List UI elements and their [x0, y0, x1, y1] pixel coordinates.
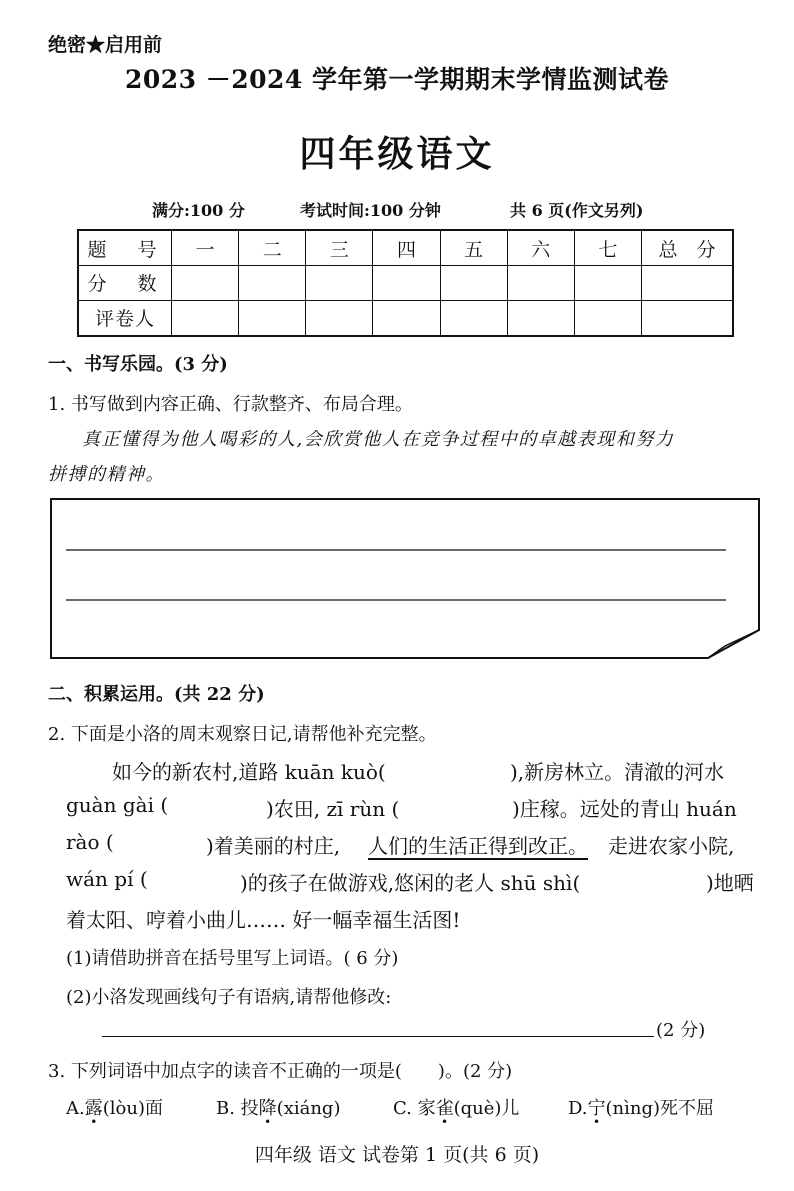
- option-b-letter: B. 投: [216, 1098, 259, 1119]
- diary-line3b: )着美丽的村庄,: [206, 834, 341, 858]
- page-count-info: 共 6 页(作文另列): [510, 201, 644, 220]
- subquestion2: (2)小洛发现画线句子有语病,请帮他修改:: [66, 987, 392, 1008]
- score-table: [77, 229, 734, 337]
- score-cell[interactable]: [373, 266, 440, 301]
- column-header: 四: [373, 230, 440, 266]
- grader-cell[interactable]: [507, 300, 574, 336]
- option-c[interactable]: [393, 1094, 519, 1120]
- subject-title: 四年级语文: [299, 133, 495, 175]
- option-c-pinyin: (què)儿: [453, 1098, 520, 1119]
- option-d-pinyin: (nìng)死不屈: [605, 1098, 715, 1119]
- score-cell[interactable]: [507, 266, 574, 301]
- diary-line3a: rào (: [66, 830, 114, 854]
- writing-box[interactable]: [50, 498, 760, 660]
- answer-line[interactable]: [102, 1036, 654, 1037]
- exam-title: 2023 －2024 学年第一学期期末学情监测试卷: [124, 65, 670, 94]
- diary-line2c: )庄稼。远处的青山 huán: [512, 797, 737, 821]
- error-sentence: 人们的生活正得到改正。: [368, 834, 588, 858]
- option-a-pinyin: (lòu)面: [102, 1098, 163, 1119]
- score-cell[interactable]: [642, 266, 734, 301]
- row-label-grader: 评卷人: [78, 300, 172, 336]
- option-d-letter: D.: [568, 1098, 588, 1119]
- grader-cell[interactable]: [172, 300, 239, 336]
- diary-line4b: )的孩子在做游戏,悠闲的老人 shū shì(: [240, 871, 581, 895]
- column-header: 五: [440, 230, 507, 266]
- copy-text-line2: 拼搏的精神。: [48, 464, 165, 485]
- column-header-total: 总 分: [642, 230, 734, 266]
- question1: 1. 书写做到内容正确、行款整齐、布局合理。: [48, 394, 413, 415]
- diary-line4a: wán pí (: [66, 867, 148, 891]
- score-cell[interactable]: [440, 266, 507, 301]
- column-header: 三: [306, 230, 373, 266]
- diary-line4c: )地晒: [706, 871, 754, 895]
- section1-title: 一、书写乐园。(3 分): [48, 354, 228, 375]
- option-b[interactable]: [216, 1094, 340, 1120]
- score-row: [78, 266, 733, 301]
- question2: 2. 下面是小洛的周末观察日记,请帮他补充完整。: [48, 724, 437, 745]
- copy-text-line1: 真正懂得为他人喝彩的人,会欣赏他人在竞争过程中的卓越表现和努力: [82, 429, 675, 450]
- dotted-char: 宁: [587, 1098, 606, 1119]
- diary-line1a: 如今的新农村,道路 kuān kuò(: [112, 760, 386, 784]
- page-footer: 四年级 语文 试卷第 1 页(共 6 页): [254, 1144, 540, 1166]
- score-cell[interactable]: [239, 266, 306, 301]
- column-header: 六: [507, 230, 574, 266]
- grader-cell[interactable]: [642, 300, 734, 336]
- grader-cell[interactable]: [306, 300, 373, 336]
- grader-cell[interactable]: [440, 300, 507, 336]
- diary-line3d: 走进农家小院,: [608, 834, 735, 858]
- option-a[interactable]: [66, 1094, 163, 1120]
- diary-line1b: ),新房林立。清澈的河水: [510, 760, 725, 784]
- dotted-char: 雀: [435, 1098, 454, 1119]
- dotted-char: 降: [258, 1098, 277, 1119]
- option-c-letter: C. 家: [393, 1098, 436, 1119]
- grader-cell[interactable]: [373, 300, 440, 336]
- diary-line2b: )农田, zī rùn (: [266, 797, 400, 821]
- grader-row: [78, 300, 733, 336]
- section2-title: 二、积累运用。(共 22 分): [48, 684, 265, 705]
- diary-line5: 着太阳、哼着小曲儿…… 好一幅幸福生活图!: [66, 908, 461, 932]
- subquestion2-score: (2 分): [656, 1020, 706, 1041]
- full-score-info: 满分:100 分: [152, 201, 245, 220]
- subquestion1: (1)请借助拼音在括号里写上词语。( 6 分): [66, 948, 399, 969]
- option-b-pinyin: (xiáng): [276, 1098, 341, 1119]
- grader-cell[interactable]: [574, 300, 641, 336]
- score-table-header-row: [78, 230, 733, 266]
- row-label-score: 分 数: [78, 266, 172, 301]
- score-cell[interactable]: [172, 266, 239, 301]
- score-cell[interactable]: [574, 266, 641, 301]
- column-header: 二: [239, 230, 306, 266]
- diary-line2a: guàn gài (: [66, 793, 169, 817]
- column-header: 七: [574, 230, 641, 266]
- question3: 3. 下列词语中加点字的读音不正确的一项是( )。(2 分): [48, 1061, 513, 1082]
- dotted-char: 露: [84, 1098, 103, 1119]
- score-cell[interactable]: [306, 266, 373, 301]
- exam-time-info: 考试时间:100 分钟: [300, 201, 441, 220]
- grader-cell[interactable]: [239, 300, 306, 336]
- column-header: 一: [172, 230, 239, 266]
- row-label-question: 题 号: [78, 230, 172, 266]
- option-d[interactable]: [568, 1094, 714, 1120]
- confidential-label: 绝密★启用前: [48, 34, 163, 56]
- option-a-letter: A.: [66, 1098, 85, 1119]
